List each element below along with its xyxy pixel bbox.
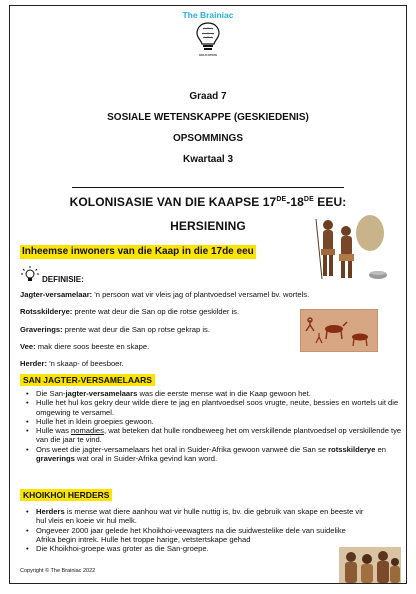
khoi-bullet-list: [20, 507, 366, 553]
brainiac-logo: [10, 10, 406, 57]
san-people-illustration: [308, 211, 394, 289]
section-khoi-heading: KHOIKHOI HERDERS: [20, 489, 112, 501]
worksheet-page: [9, 5, 407, 584]
section-san-heading: SAN JAGTER-VERSAMELAARS: [20, 374, 155, 386]
list-item: • Ons weet die jagter-versamelaars het oral in Suider-Afrika gewoon vanweë die San se rotsskilderye en graverings wat oral in Suider-Afrika gevind kan word.: [36, 445, 406, 464]
lightbulb-brain-icon: [194, 21, 222, 53]
khoikhoi-people-photo: [339, 547, 401, 583]
page-title: KOLONISASIE VAN DIE KAAPSE 17DE-18DE EEU:: [69, 195, 347, 209]
list-item: • Hulle was nomadies, wat beteken dat hulle rondbeweeg het om verskillende plantvoedsel op verskillende tye van die jaar te vind.: [36, 426, 406, 445]
term-heading: Kwartaal 3: [182, 154, 234, 165]
definition-herder: Herder: 'n skaap- of beesboer.: [20, 359, 124, 368]
list-item: • Hulle het hul kos gekry deur wilde diere te jag en plantvoedsel soos vrugte, neute, bessies en wortels uit die omgewing te versamel.: [36, 398, 406, 417]
definition-engravings: Graverings: prente wat deur die San op rotse gekrap is.: [20, 325, 210, 334]
list-item: • Ongeveer 2000 jaar gelede het Khoikhoi-veewagters na die suidwestelike dele van suidelike Afrika begin intrek. Hulle het troppe harige, vetstertskape gehad: [36, 526, 366, 545]
san-bullet-list: [20, 389, 406, 463]
definition-rock-paintings: Rotsskilderye: prente wat deur die San op die rotse geskilder is.: [20, 307, 240, 316]
subject-heading: SOSIALE WETENSKAPPE (GESKIEDENIS): [107, 112, 309, 123]
page-subtitle: HERSIENING: [170, 219, 246, 233]
copyright-footer: Copyright © The Brainiac 2022: [20, 568, 96, 574]
divider: [72, 187, 344, 188]
brand-subtitle: EDUCATION: [199, 53, 217, 57]
brand-name: The Brainiac: [182, 10, 234, 20]
rock-art-image: [300, 309, 378, 352]
definition-hunter-gatherer: Jagter-versamelaar: 'n persoon wat vir vleis jag of plantvoedsel versamel bv. wortels.: [20, 290, 310, 299]
grade-heading: Graad 7: [189, 91, 227, 102]
section-indigenous-heading: Inheemse inwoners van die Kaap in die 17de eeu: [22, 246, 254, 257]
lightbulb-icon: [21, 266, 39, 284]
doc-type-heading: OPSOMMINGS: [172, 133, 243, 144]
list-item: • Die San-jagter-versamelaars was die eerste mense wat in die Kaap gewoon het.: [36, 389, 406, 398]
definition-livestock: Vee: mak diere soos beeste en skape.: [20, 342, 150, 351]
list-item: • Die Khoikhoi-groepe was groter as die San-groepe.: [36, 544, 366, 553]
list-item: • Hulle het in klein groepies gewoon.: [36, 417, 406, 426]
list-item: • Herders is mense wat diere aanhou wat vir hulle nuttig is, bv. die gebruik van skape en beeste vir hul vleis en koeie vir hul melk.: [36, 507, 366, 526]
definition-label: DEFINISIE:: [42, 275, 84, 284]
